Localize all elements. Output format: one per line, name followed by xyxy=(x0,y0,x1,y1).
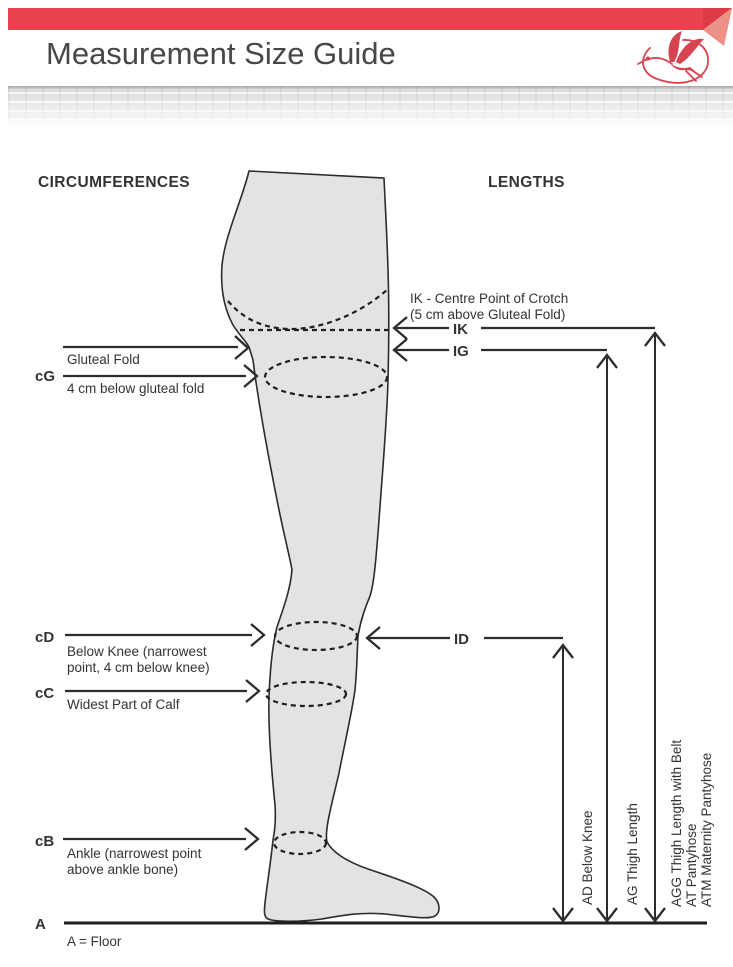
circumferences-heading: CIRCUMFERENCES xyxy=(38,174,190,191)
lengths-heading: LENGTHS xyxy=(488,174,565,191)
vertical-AG xyxy=(597,355,640,921)
vertical-AGG xyxy=(645,333,714,921)
atm-label: ATM Maternity Pantyhose xyxy=(699,752,714,907)
measurement-IG xyxy=(394,339,607,361)
cD-label-line1: Below Knee (narrowest xyxy=(67,644,207,659)
callout-cD xyxy=(35,624,264,675)
cD-label-line2: point, 4 cm below knee) xyxy=(67,660,210,675)
cG-label-line1: Gluteal Fold xyxy=(67,352,140,367)
measurement-ID xyxy=(367,627,563,649)
callout-cC xyxy=(35,680,259,712)
ik-marker: IK xyxy=(453,321,468,338)
ik-note-line1: IK - Centre Point of Crotch xyxy=(410,291,569,306)
vertical-AD xyxy=(553,645,595,921)
id-marker: ID xyxy=(454,631,469,648)
ad-label: AD Below Knee xyxy=(580,810,595,905)
cD-arrow-head-icon xyxy=(251,624,264,646)
cB-label-line2: above ankle bone) xyxy=(67,862,179,877)
callout-cB xyxy=(35,828,258,877)
cG-label-line2: 4 cm below gluteal fold xyxy=(67,381,205,396)
cB-code: cB xyxy=(35,833,55,850)
callout-cG xyxy=(35,336,257,396)
agg-label: AGG Thigh Length with Belt xyxy=(669,739,684,907)
cC-code: cC xyxy=(35,685,55,702)
cC-label-line1: Widest Part of Calf xyxy=(67,697,180,712)
floor-label: A = Floor xyxy=(67,934,122,949)
cB-label-line1: Ankle (narrowest point xyxy=(67,846,202,861)
floor-code: A xyxy=(35,916,46,933)
cG-code: cG xyxy=(35,368,56,385)
cC-arrow-head-icon xyxy=(246,680,259,702)
ag-label: AG Thigh Length xyxy=(625,803,640,905)
leg-illustration xyxy=(222,171,439,921)
cD-code: cD xyxy=(35,629,55,646)
cB-arrow-head-icon xyxy=(245,828,258,850)
ik-note-line2: (5 cm above Gluteal Fold) xyxy=(410,307,566,322)
ig-marker: IG xyxy=(453,343,469,360)
leg-outline xyxy=(222,171,439,921)
page-title: Measurement Size Guide xyxy=(46,36,396,71)
at-label: AT Pantyhose xyxy=(684,823,699,907)
